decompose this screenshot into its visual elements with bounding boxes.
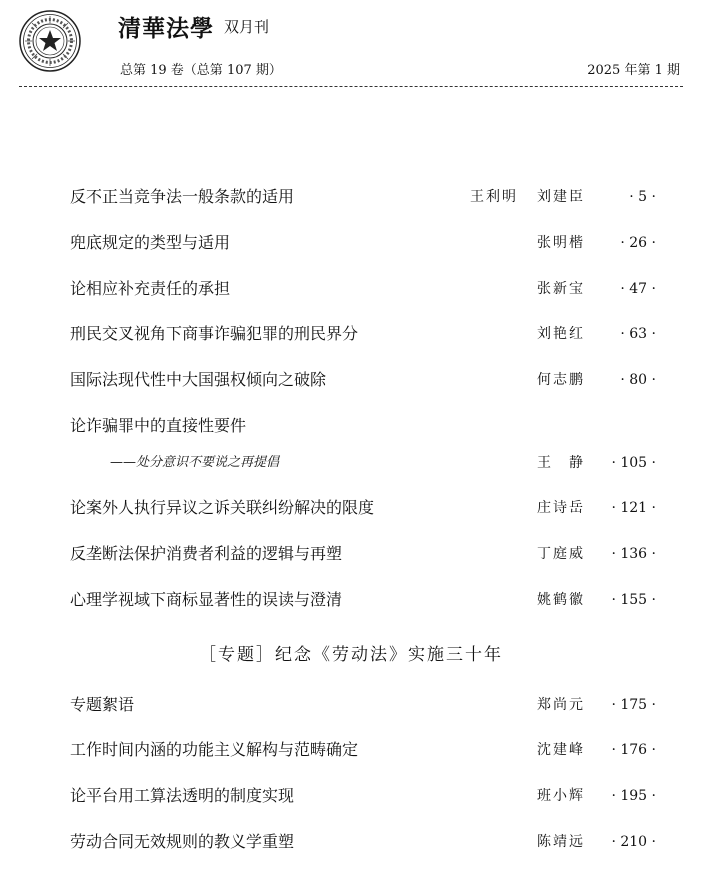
- article-author: 刘建臣: [537, 189, 585, 205]
- page-number: · 155 ·: [611, 592, 656, 608]
- article-title[interactable]: 国际法现代性中大国强权倾向之破除: [70, 370, 327, 389]
- toc-entry[interactable]: [0, 829, 702, 855]
- university-seal-logo: [19, 10, 81, 72]
- page-number: · 136 ·: [611, 546, 656, 562]
- page-number: · 47 ·: [620, 281, 656, 297]
- page-number: · 80 ·: [620, 372, 656, 388]
- toc-entry[interactable]: [0, 541, 702, 567]
- article-author: 姚鹤徽: [537, 592, 585, 608]
- page-number: · 210 ·: [611, 834, 656, 850]
- toc-entry[interactable]: [0, 783, 702, 809]
- article-title[interactable]: 论案外人执行异议之诉关联纠纷解决的限度: [70, 498, 375, 517]
- article-author: 刘艳红: [537, 326, 585, 342]
- article-title[interactable]: 论平台用工算法透明的制度实现: [70, 786, 295, 805]
- toc-entry[interactable]: [0, 692, 702, 718]
- article-author: 丁庭威: [537, 546, 585, 562]
- toc-entry[interactable]: [0, 413, 702, 439]
- toc-entry[interactable]: [0, 184, 702, 210]
- issue-info: 2025 年第 1 期: [587, 63, 680, 78]
- page-number: · 26 ·: [620, 235, 656, 251]
- article-author: 班小辉: [537, 788, 585, 804]
- article-author: 张明楷: [537, 235, 585, 251]
- toc-entry[interactable]: [0, 587, 702, 613]
- page-number: · 105 ·: [611, 455, 656, 471]
- special-section-heading: ［专题］纪念《劳动法》实施三十年: [199, 645, 503, 665]
- journal-frequency: 双月刊: [224, 18, 270, 36]
- article-subtitle: ——处分意识不要说之再提倡: [110, 455, 280, 470]
- toc-entry[interactable]: [0, 321, 702, 347]
- article-title[interactable]: 工作时间内涵的功能主义解构与范畴确定: [70, 740, 359, 759]
- page-number: · 195 ·: [611, 788, 656, 804]
- article-title[interactable]: 反垄断法保护消费者利益的逻辑与再塑: [70, 544, 343, 563]
- toc-entry[interactable]: [0, 276, 702, 302]
- article-author: 沈建峰: [537, 742, 585, 758]
- article-author: 何志鹏: [537, 372, 585, 388]
- article-title[interactable]: 刑民交叉视角下商事诈骗犯罪的刑民界分: [70, 324, 359, 343]
- toc-entry[interactable]: [0, 367, 702, 393]
- article-title[interactable]: 专题絮语: [70, 695, 135, 714]
- page-number: · 121 ·: [611, 500, 656, 516]
- header-divider: [19, 86, 683, 87]
- article-author: 王利明: [470, 189, 518, 205]
- toc-entry[interactable]: [0, 495, 702, 521]
- article-title[interactable]: 劳动合同无效规则的教义学重塑: [70, 832, 295, 851]
- article-title[interactable]: 反不正当竞争法一般条款的适用: [70, 187, 295, 206]
- article-author: 庄诗岳: [537, 500, 585, 516]
- page-number: · 175 ·: [611, 697, 656, 713]
- page-number: · 5 ·: [629, 189, 656, 205]
- article-title[interactable]: 心理学视域下商标显著性的误读与澄清: [70, 590, 343, 609]
- toc-subtitle-entry[interactable]: [0, 450, 702, 476]
- article-author: 王 静: [537, 455, 585, 471]
- journal-header: [0, 0, 702, 90]
- article-author: 郑尚元: [537, 697, 585, 713]
- volume-info: 总第 19 卷（总第 107 期）: [120, 63, 282, 78]
- article-author: 张新宝: [537, 281, 585, 297]
- article-title[interactable]: 兜底规定的类型与适用: [70, 233, 231, 252]
- page-number: · 63 ·: [620, 326, 656, 342]
- article-title[interactable]: 论诈骗罪中的直接性要件: [70, 416, 247, 435]
- page-number: · 176 ·: [611, 742, 656, 758]
- article-title[interactable]: 论相应补充责任的承担: [70, 279, 231, 298]
- article-author: 陈靖远: [537, 834, 585, 850]
- journal-title: 清華法學: [118, 15, 214, 42]
- toc-entry[interactable]: [0, 230, 702, 256]
- toc-entry[interactable]: [0, 737, 702, 763]
